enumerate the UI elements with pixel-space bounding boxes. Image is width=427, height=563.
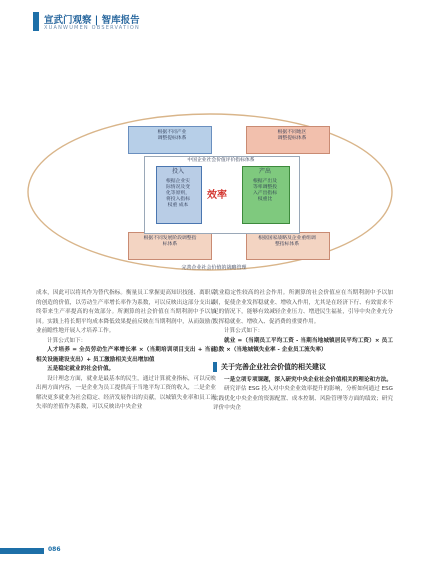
left-column — [36, 289, 216, 413]
output-body: 根据产出及 等率调整投 入产出指标 权重比 — [253, 179, 277, 202]
input-title: 投入 — [171, 168, 184, 175]
paragraph: 设计理念方面，就业是最基本的民生，通过计算就业指标，可以反映出两方面内容，一是企业为员工提供高于当地平均工资的收入，二是企业解决更多就业为社会稳定、经济发展作出的贡献，以城镇失业率和员工流失率的差值作为系数，可以反映出中央企业 — [36, 375, 216, 410]
formula: 人才培养 = 全员劳动生产率增长率 ×（当期培训项目支出 + 当前相关设施建设支出）+ 员工激励相关支出增加值 — [36, 347, 216, 363]
corner-industry-label: 根据不同产业 调整提标体系 — [157, 130, 187, 141]
publication-subtitle: XUANWUMEN OBSERVATION — [44, 25, 141, 31]
section-bar — [213, 362, 217, 372]
corner-strategy-label: 根据国家战略及企业重组调 整指标体系 — [258, 236, 316, 247]
diagram-caption: 完善企业社会价值的战略管理 — [181, 265, 247, 271]
footer-bar — [0, 548, 44, 554]
corner-region-label: 根据不同地区 调整提标体系 — [277, 130, 307, 141]
paragraph: 就业稳定性较高的社会作用。所测算的社会价值应在当期利润中予以加回，促使企业发挥稳就业、增收入作用，尤其是在经济下行、有效需求不足的情况下，能够有效减轻企业压力、增进民生福祉，引导中央企业充分发挥稳就业、增收入、促消费的重要作用。 — [213, 290, 393, 325]
subheading: 一是立项专项课题，深入研究中央企业社会价值相关的理论和方法。 — [224, 376, 392, 383]
publication-title: 宣武门观察 | 智库报告 — [44, 15, 140, 26]
page-number: 086 — [48, 546, 61, 553]
section-heading — [213, 362, 393, 372]
paragraph: 研究评估 ESG 投入对中央企业效率提升的影响，分析如何通过 ESG 实践优化中央企业的资源配置、成本控制、风险管理等方面的绩效；研究评价中央企 — [213, 386, 393, 411]
right-column — [213, 289, 393, 414]
section-title: 关于完善企业社会价值的相关建议 — [221, 361, 326, 371]
paragraph: 计算公式如下： — [47, 337, 87, 344]
social-value-diagram — [24, 112, 396, 282]
formula: 就业 =（当期员工平均工资 - 当期当地城镇居民平均工资）× 员工总数 ×（当地城镇失业率 - 企业员工流失率） — [213, 337, 393, 353]
corner-stage-label: 根据不同发展阶段调整指 标体系 — [143, 236, 197, 247]
output-title: 产出 — [258, 168, 271, 175]
input-body: 根据企业实 际情况及变 化等原则， 将投入指标 权重 成本 — [166, 179, 190, 208]
header-accent-bar — [33, 12, 39, 31]
efficiency-label: 效率 — [207, 190, 227, 201]
paragraph: 成本，因此可以将其作为替代指标。衡量员工掌握更高知识技能、离职后的创造的价值，以劳动生产率增长率作为系数，可以反映出这部分支出最终带来生产率提高的有效部分。所测算的社会价值在当期利润中予以加回。实践上将长期平均成本降低效果提前反映在当期利润中，从而鼓励企业前瞻性地开展人才培养工作。 — [36, 290, 216, 334]
subheading: 五是稳定就业的社会价值。 — [47, 366, 115, 372]
center-title: 中国企业社会价值评价指标体系 — [187, 158, 255, 163]
paragraph: 计算公式如下： — [224, 328, 264, 334]
